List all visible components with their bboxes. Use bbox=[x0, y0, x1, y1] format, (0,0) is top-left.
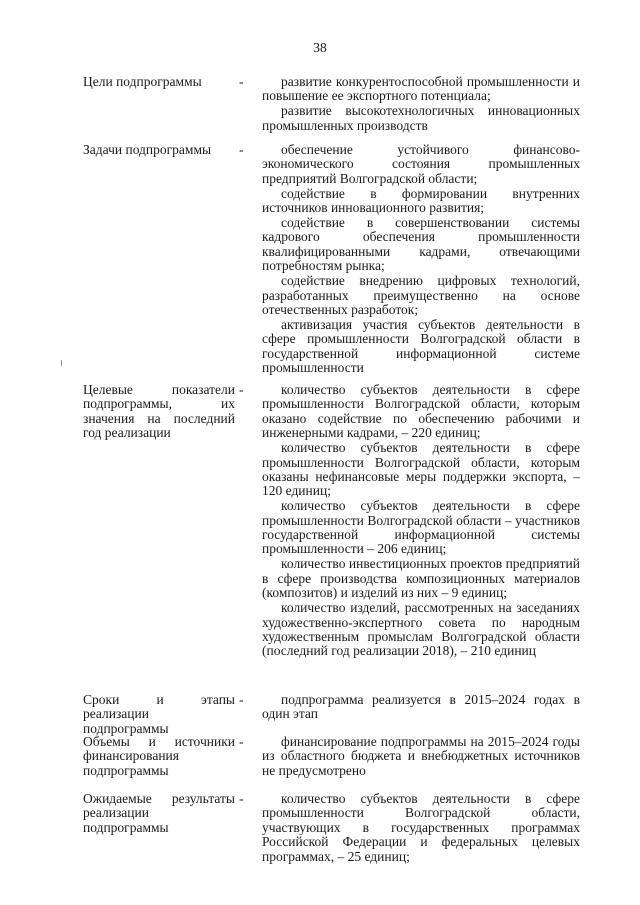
content-paragraph: количество субъектов деятельности в сфере промышленности Волгоградской области, которым оказаны нефинансовые меры поддержки экспорта, – 120 единиц; bbox=[262, 440, 580, 499]
row-dash: - bbox=[239, 74, 244, 89]
row-label: Целевые показатели подпрограммы, их значения на последний год реализации bbox=[83, 382, 235, 441]
content-paragraph: содействие в формировании внутренних источников инновационного развития; bbox=[262, 185, 580, 216]
content-paragraph: подпрограмма реализуется в 2015–2024 годах в один этап bbox=[262, 692, 580, 722]
row-content bbox=[262, 792, 580, 864]
row-dash: - bbox=[239, 142, 244, 157]
content-paragraph: количество изделий, рассмотренных на заседаниях художественно-экспертного совета по народным художественным промыслам Волгоградской области (последний год реализации 2018), – 210 единиц bbox=[262, 600, 580, 659]
row-label: Задачи подпрограммы bbox=[83, 142, 212, 157]
content-paragraph: количество субъектов деятельности в сфере промышленности Волгоградской области, которым оказано содействие по обеспечению рабочими и инженерными кадрами, – 220 единиц; bbox=[262, 382, 580, 441]
row-dash: - bbox=[239, 692, 244, 707]
row-label: Объемы и источники финансирования подпрограммы bbox=[83, 734, 235, 778]
row-content bbox=[262, 735, 580, 778]
row-label: Ожидаемые результаты реализации подпрограммы bbox=[83, 791, 235, 835]
content-paragraph: количество субъектов деятельности в сфере промышленности Волгоградской области – участников государственной информационной системы промышленности – 206 единиц; bbox=[262, 498, 580, 557]
content-paragraph: развитие конкурентоспособной промышленности и повышение ее экспортного потенциала; bbox=[262, 74, 580, 104]
content-paragraph: содействие внедрению цифровых технологий, разработанных преимущественно на основе отечественных разработок; bbox=[262, 273, 580, 317]
row-content bbox=[262, 75, 580, 133]
row-label: Сроки и этапы реализации подпрограммы bbox=[83, 692, 235, 736]
row-dash: - bbox=[239, 382, 244, 397]
content-paragraph: количество субъектов деятельности в сфере промышленности Волгоградской области, участвующих в государственных программах Российской Федерации и федеральных целевых программах, – 25 единиц; bbox=[262, 791, 580, 864]
content-paragraph: обеспечение устойчивого финансово-экономического состояния промышленных предприятий Волгоградской области; bbox=[262, 142, 580, 186]
row-dash: - bbox=[239, 791, 244, 806]
row-label: Цели подпрограммы bbox=[83, 74, 202, 89]
content-paragraph: финансирование подпрограммы на 2015–2024 годы из областного бюджета и внебюджетных источников не предусмотрено bbox=[262, 734, 580, 778]
row-dash: - bbox=[239, 734, 244, 749]
content-paragraph: активизация участия субъектов деятельности в сфере промышленности Волгоградской области в государственной информационной системе промышленности bbox=[262, 316, 580, 376]
page-number: 38 bbox=[313, 40, 327, 55]
row-content bbox=[262, 143, 580, 376]
row-content bbox=[262, 693, 580, 722]
content-paragraph: развитие высокотехнологичных инновационных промышленных производств bbox=[262, 103, 580, 133]
content-paragraph: содействие в совершенствовании системы кадрового обеспечения промышленности квалифицированными кадрами, отвечающими потребностям рынка; bbox=[262, 215, 580, 274]
row-content bbox=[262, 383, 580, 659]
content-paragraph: количество инвестиционных проектов предприятий в сфере производства композиционных материалов (композитов) и изделий из них – 9 единиц; bbox=[262, 556, 580, 601]
margin-mark bbox=[61, 360, 62, 366]
